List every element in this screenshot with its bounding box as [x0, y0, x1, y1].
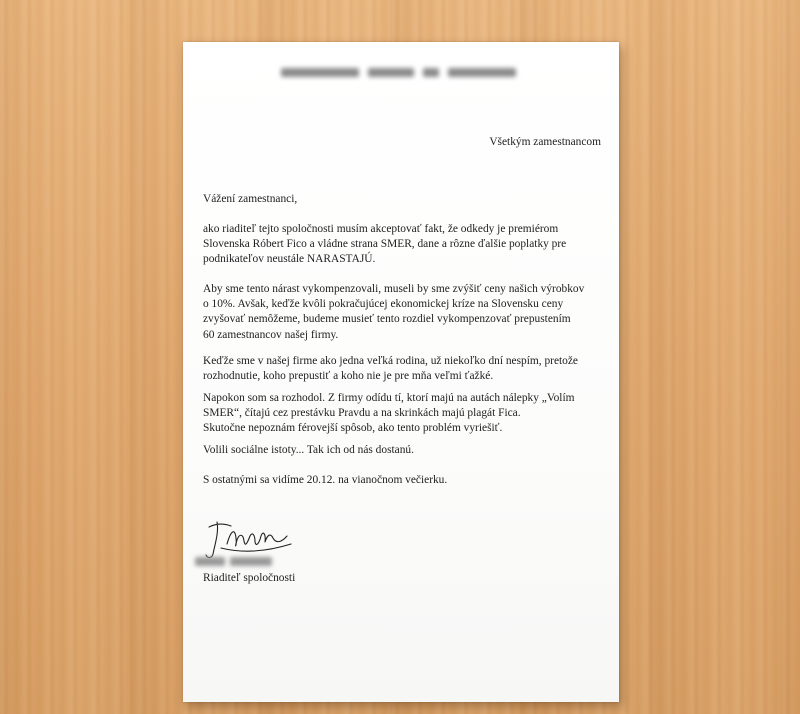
redacted-signatory-name — [195, 553, 275, 569]
text-line: Napokon som sa rozhodol. Z firmy odídu tí, ktorí majú na autách nálepky „Volím — [203, 392, 575, 404]
text-line: zvyšovať nemôžeme, budeme musieť tento rozdiel vykompenzovať prepustením — [203, 313, 571, 326]
letter-sheet — [183, 42, 619, 702]
text-line: 60 zamestnancov našej firmy. — [203, 328, 339, 341]
paragraph-6 — [203, 473, 608, 488]
text-line: Aby sme tento nárast vykompenzovali, museli by sme zvýšiť ceny našich výrobkov — [203, 283, 585, 295]
paragraph-2 — [203, 282, 608, 343]
text-line: S ostatnými sa vidíme 20.12. na vianočnom večierku. — [203, 474, 448, 486]
text-line: Volili sociálne istoty... Tak ich od nás dostanú. — [203, 444, 414, 456]
text-line: rozhodnutie, koho prepustiť a koho nie je pre mňa veľmi ťažké. — [203, 370, 494, 383]
text-line: ako riaditeľ tejto spoločnosti musím akceptovať fakt, že odkedy je premiérom — [203, 223, 559, 235]
text-line: Skutočne nepoznám férovejší spôsob, ako tento problém vyriešiť. — [203, 422, 503, 435]
text-line: o 10%. Avšak, keďže kvôli pokračujúcej ekonomickej kríze na Slovensku ceny — [203, 298, 564, 311]
paragraph-3 — [203, 354, 608, 384]
text-line: Slovenska Róbert Fico a vládne strana SMER, dane a rôzne ďalšie poplatky pre — [203, 238, 567, 251]
text-line: SMER“, čítajú cez prestávku Pravdu a na skrinkách majú plagát Fica. — [203, 407, 521, 420]
recipient-line: Všetkým zamestnancom — [489, 136, 601, 148]
paragraph-1 — [203, 222, 608, 268]
text-line: Keďže sme v našej firme ako jedna veľká rodina, už niekoľko dní nespím, pretože — [203, 355, 578, 367]
redacted-company-header — [281, 64, 525, 80]
text-line: podnikateľov neustále NARASTAJÚ. — [203, 253, 376, 266]
signature-title: Riaditeľ spoločnosti — [203, 572, 296, 584]
greeting: Vážení zamestnanci, — [203, 193, 298, 205]
paragraph-5 — [203, 443, 608, 458]
paragraph-4 — [203, 391, 608, 437]
